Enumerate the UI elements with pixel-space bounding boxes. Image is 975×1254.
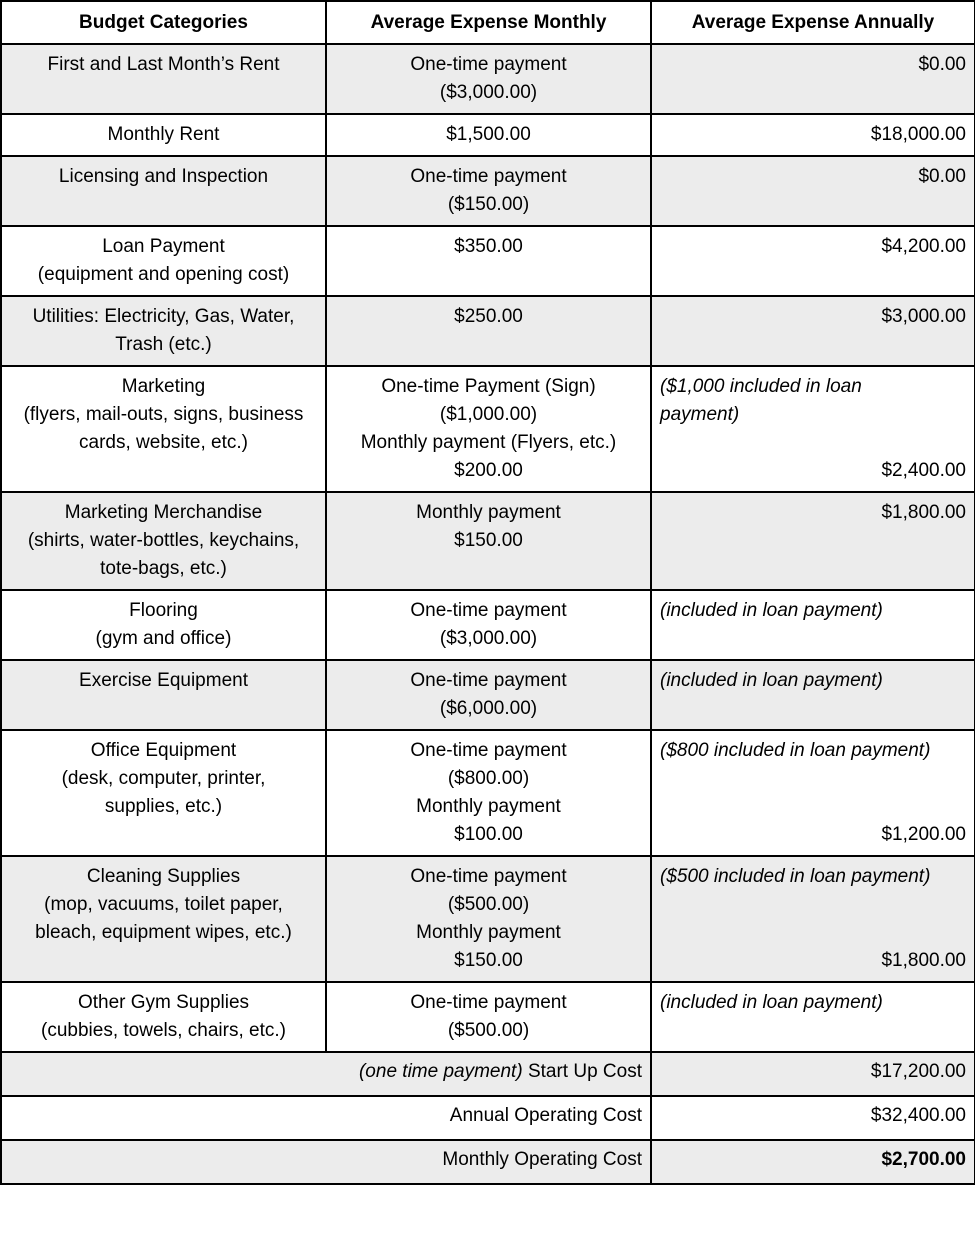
monthly-expense-text: ($150.00): [447, 194, 530, 215]
monthly-expense-cell: [326, 856, 651, 982]
budget-category-cell: [1, 226, 326, 296]
annual-value: $1,800.00: [881, 950, 966, 971]
category-text: Exercise Equipment: [79, 670, 248, 691]
monthly-expense-cell: [326, 730, 651, 856]
annual-value: $1,200.00: [881, 824, 966, 845]
table-row: [1, 856, 975, 982]
spacer: [660, 919, 966, 947]
monthly-expense-text: ($500.00): [447, 1020, 530, 1041]
category-text: Cleaning Supplies: [86, 866, 241, 887]
annual-value: $3,000.00: [881, 306, 966, 327]
monthly-expense-cell: [326, 226, 651, 296]
category-text: bleach, equipment wipes, etc.): [35, 922, 292, 943]
category-text: Loan Payment: [102, 236, 225, 257]
table-row: [1, 982, 975, 1052]
monthly-expense-text: ($3,000.00): [439, 82, 538, 103]
startup-cost-qualifier: (one time payment): [358, 1061, 523, 1082]
budget-category-cell: [1, 296, 326, 366]
monthly-expense-text: One-time payment: [410, 866, 567, 887]
annual-operating-cost-label: Annual Operating Cost: [1, 1096, 651, 1140]
budget-rows: [1, 44, 975, 1052]
annual-expense-cell: [651, 44, 975, 114]
annual-value: $0.00: [918, 166, 966, 187]
budget-category-cell: [1, 366, 326, 492]
table-row: [1, 730, 975, 856]
monthly-expense-text: $100.00: [454, 824, 523, 845]
monthly-expense-text: ($3,000.00): [439, 628, 538, 649]
monthly-expense-text: One-time Payment (Sign): [381, 376, 596, 397]
category-text: Other Gym Supplies: [77, 992, 250, 1013]
spacer: [660, 429, 966, 457]
annual-expense-cell: [651, 226, 975, 296]
annual-expense-cell: [651, 660, 975, 730]
category-text: Trash (etc.): [115, 334, 212, 355]
monthly-expense-cell: [326, 492, 651, 590]
monthly-expense-text: Monthly payment (Flyers, etc.): [360, 432, 617, 453]
category-text: Marketing: [121, 376, 206, 397]
annual-expense-cell: [651, 296, 975, 366]
monthly-expense-text: ($500.00): [447, 894, 530, 915]
monthly-expense-text: ($6,000.00): [439, 698, 538, 719]
annual-expense-cell: [651, 114, 975, 156]
monthly-expense-text: $200.00: [454, 460, 523, 481]
table-row: [1, 44, 975, 114]
monthly-expense-text: One-time payment: [410, 740, 567, 761]
monthly-expense-cell: [326, 296, 651, 366]
annual-note: ($1,000 included in loan: [660, 376, 862, 397]
budget-category-cell: [1, 156, 326, 226]
table-row: [1, 660, 975, 730]
table-row: [1, 156, 975, 226]
startup-cost-row: [1, 1052, 975, 1096]
annual-value: $4,200.00: [881, 236, 966, 257]
monthly-expense-text: Monthly payment: [416, 922, 561, 943]
category-text: Monthly Rent: [107, 124, 220, 145]
spacer: [660, 891, 966, 919]
annual-value: $1,800.00: [881, 502, 966, 523]
monthly-expense-cell: [326, 114, 651, 156]
spacer: [660, 765, 966, 793]
category-text: Flooring: [129, 600, 198, 621]
annual-operating-cost-row: [1, 1096, 975, 1140]
monthly-expense-text: Monthly payment: [416, 502, 561, 523]
annual-expense-cell: [651, 856, 975, 982]
monthly-expense-cell: [326, 366, 651, 492]
budget-category-cell: [1, 982, 326, 1052]
table-row: [1, 366, 975, 492]
budget-category-cell: [1, 856, 326, 982]
table-row: [1, 114, 975, 156]
annual-note: payment): [660, 404, 740, 425]
category-text: Office Equipment: [90, 740, 237, 761]
monthly-expense-cell: [326, 44, 651, 114]
header-row: [1, 1, 975, 44]
monthly-operating-cost-row: [1, 1140, 975, 1184]
monthly-expense-cell: [326, 590, 651, 660]
monthly-expense-text: $150.00: [454, 950, 523, 971]
monthly-expense-text: $1,500.00: [446, 124, 531, 145]
annual-operating-cost-value: $32,400.00: [651, 1096, 975, 1140]
category-text: Utilities: Electricity, Gas, Water,: [32, 306, 295, 327]
monthly-expense-text: ($800.00): [447, 768, 530, 789]
category-text: (mop, vacuums, toilet paper,: [44, 894, 283, 915]
category-text: cards, website, etc.): [79, 432, 248, 453]
table-row: [1, 492, 975, 590]
monthly-expense-cell: [326, 982, 651, 1052]
monthly-expense-text: One-time payment: [410, 992, 567, 1013]
annual-expense-cell: [651, 492, 975, 590]
monthly-expense-text: One-time payment: [410, 166, 567, 187]
budget-category-cell: [1, 114, 326, 156]
monthly-expense-text: ($1,000.00): [439, 404, 538, 425]
annual-note: (included in loan payment): [660, 670, 883, 691]
annual-note: (included in loan payment): [660, 600, 883, 621]
startup-cost-value: $17,200.00: [651, 1052, 975, 1096]
budget-category-cell: [1, 492, 326, 590]
table-row: [1, 296, 975, 366]
annual-expense-cell: [651, 982, 975, 1052]
monthly-expense-text: One-time payment: [410, 54, 567, 75]
category-text: (gym and office): [95, 628, 232, 649]
annual-note: ($500 included in loan payment): [660, 866, 931, 887]
category-text: (desk, computer, printer,: [61, 768, 266, 789]
annual-value: $0.00: [918, 54, 966, 75]
monthly-operating-cost-label: Monthly Operating Cost: [1, 1140, 651, 1184]
annual-value: $2,400.00: [881, 460, 966, 481]
header-average-expense-monthly: Average Expense Monthly: [326, 1, 651, 44]
category-text: (shirts, water-bottles, keychains,: [27, 530, 300, 551]
annual-expense-cell: [651, 730, 975, 856]
monthly-expense-text: Monthly payment: [416, 796, 561, 817]
monthly-expense-text: $250.00: [454, 306, 523, 327]
startup-cost-text: Start Up Cost: [522, 1061, 642, 1082]
monthly-expense-text: $150.00: [454, 530, 523, 551]
monthly-expense-cell: [326, 660, 651, 730]
startup-cost-label: [1, 1052, 651, 1096]
budget-category-cell: [1, 590, 326, 660]
header-average-expense-annually: Average Expense Annually: [651, 1, 975, 44]
summary-rows: [1, 1052, 975, 1184]
annual-note: (included in loan payment): [660, 992, 883, 1013]
monthly-expense-text: One-time payment: [410, 670, 567, 691]
category-text: Marketing Merchandise: [64, 502, 263, 523]
spacer: [660, 793, 966, 821]
category-text: Licensing and Inspection: [58, 166, 269, 187]
category-text: tote-bags, etc.): [100, 558, 227, 579]
budget-category-cell: [1, 44, 326, 114]
table-row: [1, 590, 975, 660]
budget-category-cell: [1, 660, 326, 730]
table-row: [1, 226, 975, 296]
monthly-operating-cost-value: $2,700.00: [651, 1140, 975, 1184]
monthly-expense-cell: [326, 156, 651, 226]
annual-expense-cell: [651, 590, 975, 660]
category-text: supplies, etc.): [104, 796, 223, 817]
category-text: (equipment and opening cost): [37, 264, 290, 285]
budget-category-cell: [1, 730, 326, 856]
category-text: First and Last Month’s Rent: [47, 54, 280, 75]
category-text: (flyers, mail-outs, signs, business: [23, 404, 304, 425]
category-text: (cubbies, towels, chairs, etc.): [41, 1020, 286, 1041]
annual-note: ($800 included in loan payment): [660, 740, 931, 761]
annual-expense-cell: [651, 156, 975, 226]
annual-expense-cell: [651, 366, 975, 492]
header-budget-categories: Budget Categories: [1, 1, 326, 44]
monthly-expense-text: $350.00: [454, 236, 523, 257]
annual-value: $18,000.00: [870, 124, 966, 145]
monthly-expense-text: One-time payment: [410, 600, 567, 621]
